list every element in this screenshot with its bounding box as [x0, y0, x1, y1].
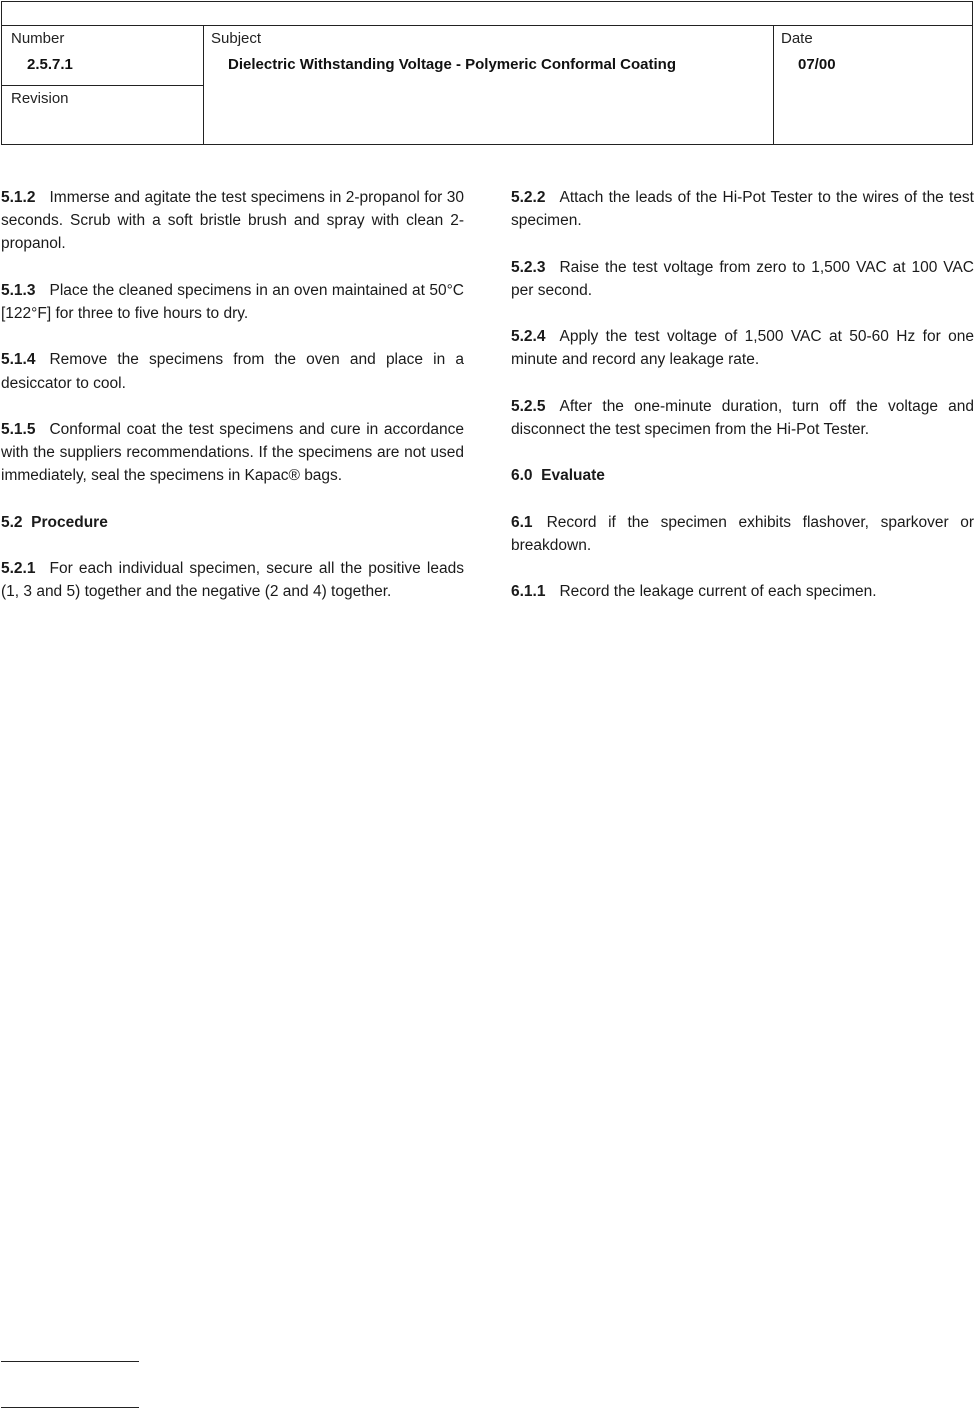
section-heading-evaluate: [511, 464, 974, 487]
number-value: 2.5.7.1: [27, 56, 73, 73]
footer-rule: [1, 1361, 139, 1362]
section-heading: 6.0 Evaluate: [511, 467, 605, 485]
clause-number: 5.1.4: [1, 351, 36, 369]
header-divider: [2, 85, 203, 86]
paragraph-5-2-1: [1, 557, 464, 603]
section-heading: 5.2 Procedure: [1, 513, 108, 531]
clause-number: 5.2.5: [511, 397, 546, 415]
paragraph-5-1-3: [1, 279, 464, 325]
clause-number: 5.2.1: [1, 560, 36, 578]
header-divider: [203, 25, 204, 144]
clause-text: Remove the specimens from the oven and place in a desiccator to cool.: [1, 351, 464, 392]
header-top-band: [2, 2, 972, 26]
clause-number: 5.2.2: [511, 189, 546, 206]
clause-text: Attach the leads of the Hi-Pot Tester to the wires of the test specimen.: [511, 189, 974, 230]
left-column: [1, 186, 464, 627]
clause-number: 6.1.1: [511, 583, 546, 601]
clause-number: 5.1.2: [1, 189, 36, 206]
paragraph-5-1-5: [1, 418, 464, 488]
paragraph-6-1-1: [511, 580, 974, 603]
paragraph-5-2-5: [511, 395, 974, 441]
right-column: [511, 186, 974, 627]
paragraph-5-2-2: [511, 186, 974, 232]
document-header: [1, 1, 973, 145]
clause-text: Conformal coat the test specimens and cure in accordance with the suppliers recommendations. If the specimens are not used immediately, seal the specimens in Kapac® bags.: [1, 420, 464, 485]
subject-value: Dielectric Withstanding Voltage - Polymeric Conformal Coating: [228, 56, 676, 73]
clause-text: After the one-minute duration, turn off the voltage and disconnect the test specimen from the Hi-Pot Tester.: [511, 397, 974, 438]
clause-text: Record the leakage current of each specimen.: [559, 583, 877, 601]
clause-number: 6.1: [511, 513, 533, 531]
header-divider: [773, 25, 774, 144]
paragraph-6-1: [511, 511, 974, 557]
clause-text: Record if the specimen exhibits flashover, sparkover or breakdown.: [511, 513, 974, 554]
revision-label: Revision: [11, 90, 69, 107]
paragraph-5-1-4: [1, 348, 464, 394]
paragraph-5-1-2: [1, 186, 464, 256]
clause-number: 5.1.3: [1, 281, 36, 299]
clause-text: For each individual specimen, secure all the positive leads (1, 3 and 5) together and the negative (2 and 4) together.: [1, 560, 464, 601]
clause-text: Apply the test voltage of 1,500 VAC at 50-60 Hz for one minute and record any leakage rate.: [511, 328, 974, 369]
clause-number: 5.1.5: [1, 420, 36, 438]
subject-label: Subject: [211, 30, 262, 47]
clause-text: Immerse and agitate the test specimens in 2-propanol for 30 seconds. Scrub with a soft bristle brush and spray with clean 2-propanol.: [1, 189, 464, 253]
paragraph-5-2-3: [511, 256, 974, 302]
date-label: Date: [781, 30, 813, 47]
date-value: 07/00: [798, 56, 836, 73]
number-label: Number: [11, 30, 65, 47]
section-heading-procedure: [1, 511, 464, 534]
clause-text: Place the cleaned specimens in an oven maintained at 50°C [122°F] for three to five hours to dry.: [1, 281, 464, 322]
clause-number: 5.2.4: [511, 328, 546, 346]
clause-text: Raise the test voltage from zero to 1,500 VAC at 100 VAC per second.: [511, 258, 974, 299]
clause-number: 5.2.3: [511, 258, 546, 276]
paragraph-5-2-4: [511, 325, 974, 371]
footer-rule: [1, 1407, 139, 1408]
